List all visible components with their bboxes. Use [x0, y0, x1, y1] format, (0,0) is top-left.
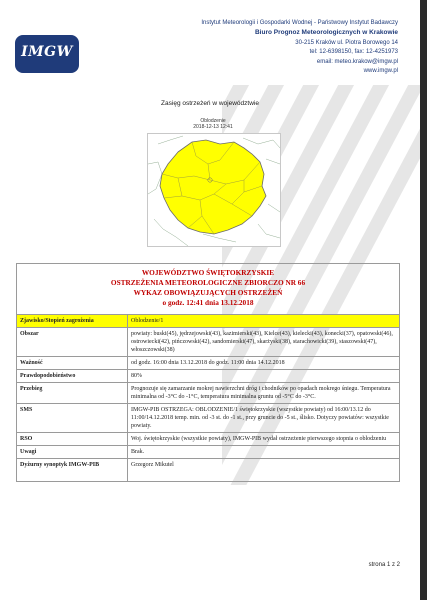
heading-bulletin-number: OSTRZEŻENIA METEOROLOGICZNE ZBIORCZO NR 66: [110, 278, 306, 287]
row-value-course: Prognozuje się zamarzanie mokrej nawierzchni dróg i chodników po opadach mokrego śniegu. Temperatura minimalna od -3°C do -1°C, temperatura minimalna gruntu od -5°C do -3°C.: [128, 383, 400, 404]
institute-name: Instytut Meteorologii i Gospodarki Wodnej - Państwowy Instytut Badawczy: [201, 20, 398, 26]
bureau-name: Biuro Prognoz Meteorologicznych w Krakowie: [254, 29, 398, 36]
row-value-sms: IMGW-PIB OSTRZEGA: OBLODZENIE/1 świętokrzyskie (wszystkie powiaty) od 16:00/13.12 do 11:00/14.12.2018 temp. min. od -3 st. do -1 st., przy gruncie do -5 st., ślisko. Dotyczy powiatów: wszystkie powiaty.: [128, 404, 400, 433]
heading-list-title: WYKAZ OBOWIĄZUJĄCYCH OSTRZEŻEŃ: [133, 288, 283, 297]
table-row: [17, 328, 400, 357]
swietokrzyskie-region: [160, 140, 266, 234]
row-value-validity: od godz. 16:00 dnia 13.12.2018 do godz. 11:00 dnia 14.12.2018: [128, 357, 400, 370]
row-value-phenomenon: Oblodzenie/1: [128, 315, 400, 328]
table-row: [17, 315, 400, 328]
row-value-remarks: Brak.: [128, 446, 400, 459]
row-value-rso: Woj. świętokrzyskie (wszystkie powiaty), IMGW-PIB wydał ostrzeżenie pierwszego stopnia o oblodzeniu: [128, 433, 400, 446]
row-label-forecaster: Dyżurny synoptyk IMGW-PIB: [17, 459, 128, 482]
imgw-logo: [15, 35, 79, 73]
logo-text: IMGW: [21, 44, 73, 60]
warning-table: [16, 263, 400, 482]
table-row: [17, 370, 400, 383]
row-label-course: Przebieg: [17, 383, 128, 404]
row-label-remarks: Uwagi: [17, 446, 128, 459]
warning-header-row: [17, 264, 400, 315]
viewer-edge: [420, 0, 427, 600]
row-value-forecaster: Grzegorz Mikutel: [128, 459, 400, 482]
row-label-rso: RSO: [17, 433, 128, 446]
table-row: [17, 446, 400, 459]
row-label-sms: SMS: [17, 404, 128, 433]
address: 30-215 Kraków ul. Piotra Borowego 14: [295, 40, 398, 46]
row-label-area: Obszar: [17, 328, 128, 357]
map-caption: Zasięg ostrzeżeń w województwie: [161, 100, 259, 107]
warning-map: [147, 133, 281, 247]
heading-issue-time: o godz. 12:41 dnia 13.12.2018: [162, 298, 254, 307]
row-value-area: powiaty: buski(45), jędrzejowski(43), kazimierski(43), Kielce(43), kielecki(43), konecki(37), opatowski(46), ostrowiecki(42), pińczowski(42), sandomierski(47), skarżyski(38), starachowicki(39), staszowski(47), włoszczowski(38): [128, 328, 400, 357]
row-label-validity: Ważność: [17, 357, 128, 370]
map-phenomenon: Oblodzenie: [200, 118, 226, 124]
table-row: [17, 433, 400, 446]
email: email: meteo.krakow@imgw.pl: [316, 59, 398, 65]
table-row: [17, 459, 400, 482]
row-label-phenomenon: Zjawisko/Stopień zagrożenia: [17, 315, 128, 328]
table-row: [17, 357, 400, 370]
table-row: [17, 404, 400, 433]
website: www.imgw.pl: [363, 68, 398, 74]
phone-fax: tel: 12-6398150, fax: 12-4251973: [309, 49, 398, 55]
map-title: [150, 118, 276, 130]
page-number: strona 1 z 2: [368, 562, 400, 568]
voivodeship-map: [148, 134, 280, 246]
heading-voivodeship: WOJEWÓDZTWO ŚWIĘTOKRZYSKIE: [141, 268, 275, 277]
row-label-probability: Prawdopodobieństwo: [17, 370, 128, 383]
map-datetime: 2018-12-13 12:41: [193, 124, 233, 130]
table-row: [17, 383, 400, 404]
row-value-probability: 80%: [128, 370, 400, 383]
warning-heading: [17, 264, 400, 315]
